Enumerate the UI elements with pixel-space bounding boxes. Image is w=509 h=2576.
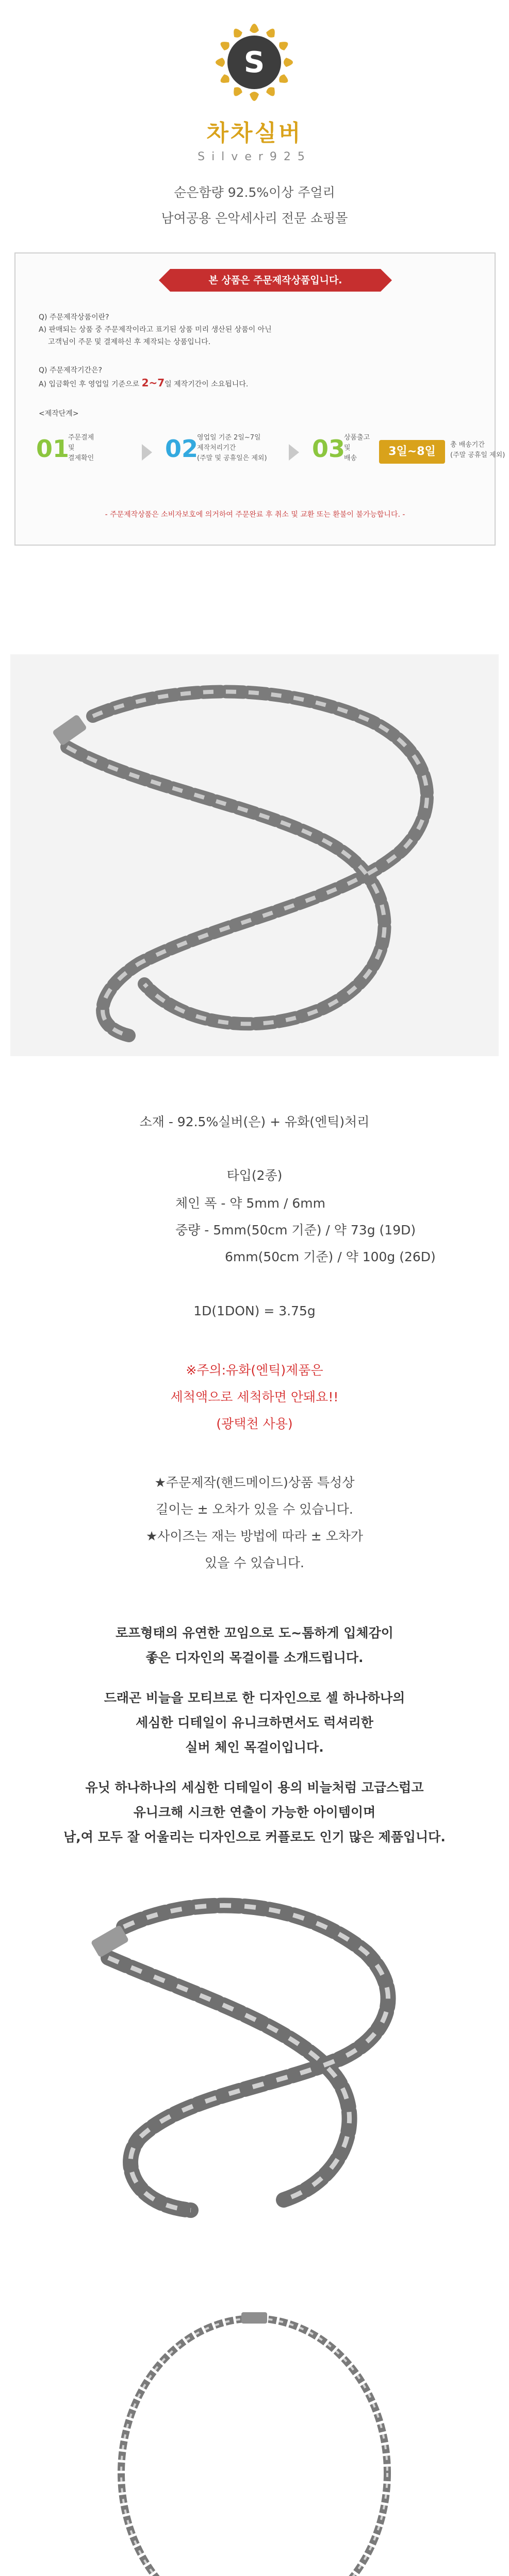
delivery-period-note: 총 배송기간 (주말 공휴일 제외) (450, 441, 505, 459)
arrow-icon (142, 444, 152, 461)
delivery-period-badge: 3일~8일 (379, 440, 445, 464)
spec-don: 1D(1DON) = 3.75g (193, 1303, 316, 1318)
spec-weight-6mm: 6mm(50cm 기준) / 약 100g (26D) (225, 1249, 436, 1264)
notice-banner: 본 상품은 주문제작상품입니다. (170, 269, 381, 292)
step-number: 03 (312, 435, 346, 463)
arrow-icon (289, 444, 299, 461)
custom-note-3: ★사이즈는 재는 방법에 따라 ± 오차가 (145, 1529, 364, 1544)
description-line: 유니크해 시크한 연출이 가능한 아이템이며 (133, 1805, 376, 1820)
custom-note-2: 길이는 ± 오차가 있을 수 있습니다. (156, 1502, 353, 1517)
description-line: 좋은 디자인의 목걸이를 소개드립니다. (145, 1650, 364, 1665)
notice-footer: - 주문제작상품은 소비자보호에 의거하여 주문완료 후 취소 및 교환 또는 환불이 불가능합니다. - (105, 511, 405, 519)
tagline-shop: 남여공용 은악세사리 전문 쇼핑몰 (161, 211, 348, 226)
description-line: 실버 체인 목걸이입니다. (185, 1740, 324, 1755)
warning-line-2: 세척액으로 세척하면 안돼요!! (170, 1389, 339, 1404)
brand-subtitle: Silver925 (198, 150, 311, 163)
step-number: 01 (36, 435, 70, 463)
custom-note-1: ★주문제작(핸드메이드)상품 특성상 (154, 1475, 355, 1490)
spec-width: 체인 폭 - 약 5mm / 6mm (175, 1196, 325, 1211)
warning-line-3: (광택천 사용) (216, 1416, 293, 1431)
description-line: 유닛 하나하나의 세심한 디테일이 용의 비늘처럼 고급스럽고 (85, 1780, 424, 1795)
description-line: 로프형태의 유연한 꼬임으로 도~톰하게 입체감이 (116, 1625, 393, 1640)
custom-note-4: 있을 수 있습니다. (205, 1555, 304, 1570)
step-number: 02 (165, 435, 199, 463)
warning-line-1: ※주의:유화(엔틱)제품은 (186, 1363, 323, 1378)
step-text: 영업일 기준 2일~7일 제작처리기간 (주말 및 공휴일은 제외) (197, 434, 267, 462)
description-line: 드래곤 비늘을 모티브로 한 디자인으로 셀 하나하나의 (104, 1690, 405, 1705)
steps-title: <제작단계> (39, 410, 79, 418)
description-line: 세심한 디테일이 유니크하면서도 럭셔리한 (136, 1715, 373, 1730)
spec-type: 타입(2종) (226, 1168, 283, 1183)
tagline-purity: 순은함량 92.5%이상 주얼리 (174, 185, 335, 200)
faq-question: Q) 주문제작기간은? (39, 366, 103, 375)
brand-header (0, 0, 509, 226)
spec-material: 소재 - 92.5%실버(은) + 유화(엔틱)처리 (139, 1114, 370, 1129)
faq-production-period (39, 364, 248, 391)
spec-weight-5mm: 중량 - 5mm(50cm 기준) / 약 73g (19D) (175, 1223, 416, 1238)
faq-what-is-custom (39, 311, 272, 348)
brand-logo (203, 14, 306, 110)
faq-answer-line: A) 입금확인 후 영업일 기준으로 2~7일 제작기간이 소요됩니다. (39, 377, 249, 389)
step-text: 주문결제 및 결제확인 (68, 434, 94, 462)
step-text: 상품출고 및 배송 (344, 434, 370, 462)
logo-letter: S (243, 46, 265, 79)
faq-answer-line: 고객님이 주문 및 결제하신 후 제작되는 상품입니다. (48, 338, 211, 346)
description-line: 남,여 모두 잘 어울리는 디자인으로 커플로도 인기 많은 제품입니다. (63, 1829, 446, 1844)
custom-order-notice (14, 252, 505, 546)
product-photo-full-necklace (77, 2277, 432, 2576)
brand-name: 차차실버 (206, 120, 303, 146)
product-photo-chain-closeup (77, 1870, 432, 2231)
production-steps (36, 429, 505, 476)
production-days: 2~7 (141, 377, 165, 389)
faq-answer-line: A) 판매되는 상품 중 주문제작이라고 표기된 상품 미리 생산된 상품이 아닌 (39, 326, 272, 334)
faq-question: Q) 주문제작상품이란? (39, 313, 109, 321)
product-photo-coiled-chain (10, 654, 499, 1056)
